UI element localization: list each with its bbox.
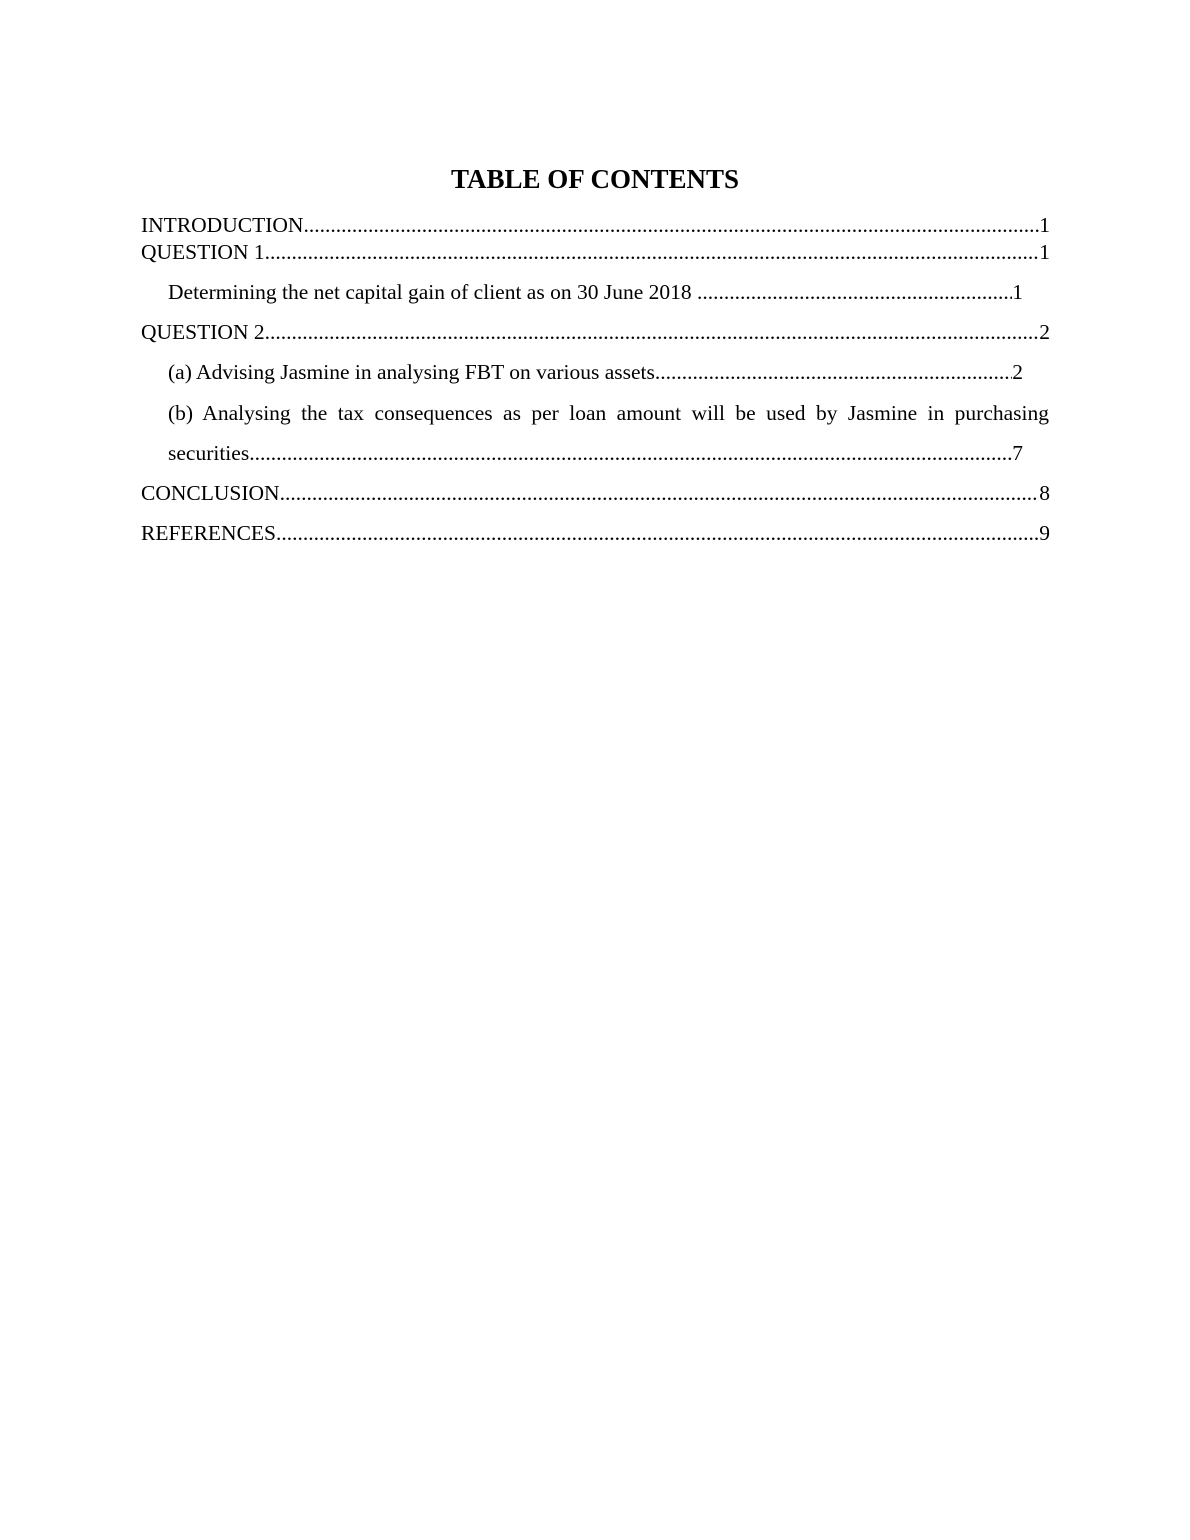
toc-leader-dots (249, 440, 1012, 466)
toc-page-number: 8 (1039, 481, 1050, 505)
toc-leader-dots (303, 212, 1039, 238)
toc-leader-dots (276, 520, 1039, 546)
toc-entry-label: QUESTION 2 (141, 320, 265, 344)
toc-entry-label: Determining the net capital gain of client as on 30 June 2018 (168, 280, 697, 304)
toc-title: TABLE OF CONTENTS (450, 164, 740, 194)
toc-leader-dots (265, 319, 1040, 345)
toc-entry-fbt-assets[interactable] (168, 359, 1023, 385)
toc-entry-question-1[interactable] (141, 239, 1050, 265)
toc-leader-dots (265, 239, 1040, 265)
toc-leader-dots (280, 480, 1040, 506)
toc-entry-references[interactable] (141, 520, 1050, 546)
toc-entry-introduction[interactable] (141, 212, 1050, 238)
toc-entry-label: QUESTION 1 (141, 240, 265, 264)
toc-entry-label: (a) Advising Jasmine in analysing FBT on various assets (168, 360, 655, 384)
toc-page-number: 7 (1012, 441, 1023, 465)
toc-page-number: 1 (1039, 240, 1050, 264)
toc-entry-tax-consequences-line2[interactable] (168, 440, 1023, 466)
toc-entry-conclusion[interactable] (141, 480, 1050, 506)
toc-page-number: 9 (1039, 521, 1050, 545)
toc-leader-dots (655, 359, 1012, 385)
toc-page-number: 2 (1012, 360, 1023, 384)
toc-entry-question-2[interactable] (141, 319, 1050, 345)
toc-entry-label: INTRODUCTION (141, 213, 304, 237)
toc-entry-label: securities (168, 441, 250, 465)
toc-entry-net-capital-gain[interactable] (168, 279, 1023, 305)
toc-page-number: 1 (1039, 213, 1050, 237)
toc-entry-label: CONCLUSION (141, 481, 280, 505)
toc-entry-tax-consequences-line1[interactable]: (b) Analysing the tax consequences as per loan amount will be used by Jasmine in purchasing (168, 401, 1049, 425)
toc-leader-dots (697, 279, 1012, 305)
toc-entry-label: REFERENCES (141, 521, 276, 545)
toc-page-number: 2 (1039, 320, 1050, 344)
toc-page-number: 1 (1012, 280, 1023, 304)
